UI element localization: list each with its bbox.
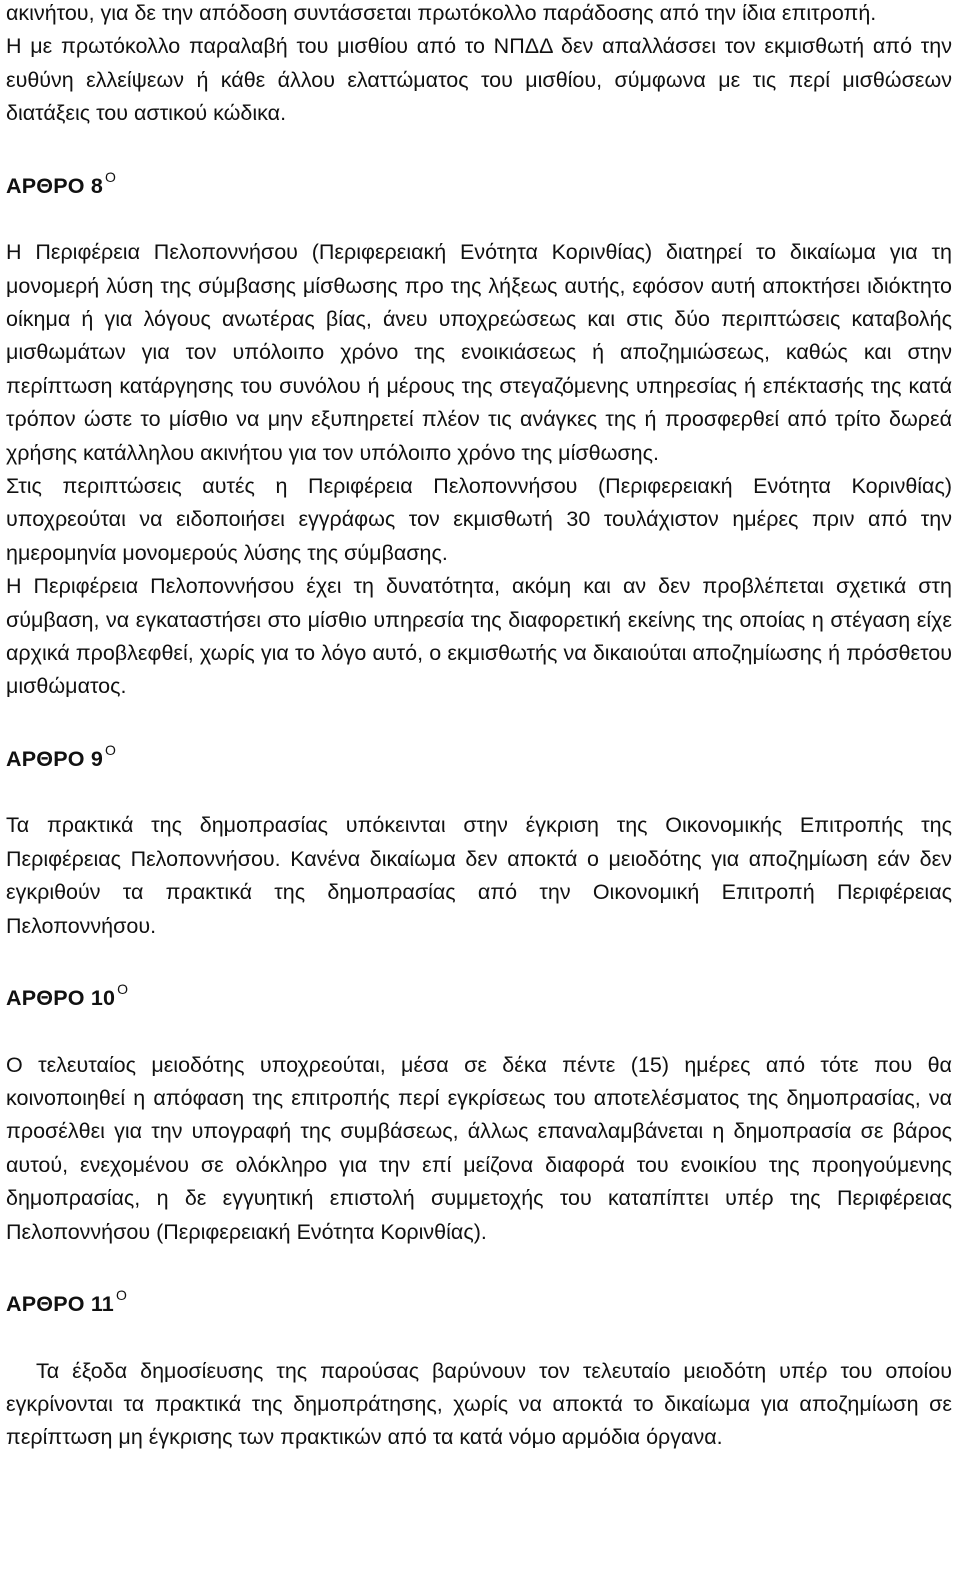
article-10-heading: [6, 976, 952, 1016]
article-11-title: ΑΡΘΡΟ 11: [6, 1292, 114, 1317]
spacer: [6, 1322, 952, 1355]
article-9-title: ΑΡΘΡΟ 9: [6, 747, 103, 772]
article-8-ordinal: Ο: [105, 168, 117, 185]
article-10-paragraph-1: Ο τελευταίος μειοδότης υποχρεούται, μέσα σε δέκα πέντε (15) ημέρες από τότε που θα κοινοποιηθεί η απόφαση της επιτροπής περί εγκρίσεως του αποτελέσματος της δημοπρασίας, να προσέλθει για την υπογραφή της συμβάσεως, άλλως επαναλαμβάνεται η δημοπρασία σε βάρος αυτού, ενεχομένου σε ολόκληρο για την επί μείζονα διαφορά του ενοικίου της προηγούμενης δημοπρασίας, η δε εγγυητική επιστολή συμμετοχής του καταπίπτει υπέρ της Περιφέρειας Πελοποννήσου (Περιφερειακή Ενότητα Κορινθίας).: [6, 1052, 952, 1244]
article-8-paragraph-1: Η Περιφέρεια Πελοποννήσου (Περιφερειακή Ενότητα Κορινθίας) διατηρεί το δικαίωμα για τη μονομερή λύση της σύμβασης μίσθωσης προ της λήξεως αυτής, εφόσον αυτή αποκτήσει ιδιόκτητο οίκημα ή για λόγους ανωτέρας βίας, άνευ υποχρεώσεως και στις δύο περιπτώσεις καταβολής μισθωμάτων για τον υπόλοιπο χρόνο της ενοικιάσεως ή αποζημιώσεως, καθώς και στην περίπτωση κατάργησης του συνόλου ή μέρους της στεγαζόμενης υπηρεσίας ή επέκτασής της κατά τρόπον ώστε το μίσθιο να μην εξυπηρετεί πλέον τις ανάγκες της ή προσφερθεί από τρίτο δωρεά χρήσης κατάλληλου ακινήτου για τον υπόλοιπο χρόνο της μίσθωσης.: [6, 240, 952, 465]
article-11-heading: [6, 1282, 952, 1322]
spacer: [6, 1016, 952, 1049]
article-8-title: ΑΡΘΡΟ 8: [6, 173, 103, 198]
article-10-title: ΑΡΘΡΟ 10: [6, 986, 116, 1011]
article-9-heading: [6, 737, 952, 777]
intro-paragraph-2: Η με πρωτόκολλο παραλαβή του μισθίου από το ΝΠΔΔ δεν απαλλάσσει τον εκμισθωτή από την ευθύνη ελλείψεων ή κάθε άλλου ελαττώματος του μισθίου, σύμφωνα με τις περί μισθώσεων διατάξεις του αστικού κώδικα.: [6, 34, 952, 126]
article-8-paragraph-3: Η Περιφέρεια Πελοποννήσου έχει τη δυνατότητα, ακόμη και αν δεν προβλέπεται σχετικά στη σύμβαση, να εγκαταστήσει στο μίσθιο υπηρεσία της διαφορετική εκείνης της οποίας η στέγαση είχε αρχικά προβλεφθεί, χωρίς για το λόγο αυτό, ο εκμισθωτής να δικαιούται αποζημίωσης ή πρόσθετου μισθώματος.: [6, 574, 952, 699]
article-9-ordinal: Ο: [105, 741, 117, 758]
spacer: [6, 203, 952, 236]
article-8-paragraph-2: Στις περιπτώσεις αυτές η Περιφέρεια Πελοποννήσου (Περιφερειακή Ενότητα Κορινθίας) υποχρεούται να ειδοποιήσει εγγράφως τον εκμισθωτή 30 τουλάχιστον ημέρες πριν από την ημερομηνία μονομερούς λύσης της σύμβασης.: [6, 474, 952, 565]
article-10-ordinal: Ο: [117, 981, 129, 998]
spacer: [6, 1249, 952, 1282]
spacer: [6, 943, 952, 976]
spacer: [6, 704, 952, 737]
intro-section: [6, 0, 952, 131]
spacer: [6, 131, 952, 164]
article-11-paragraph-1: Τα έξοδα δημοσίευσης της παρούσας βαρύνουν τον τελευταίο μειοδότη υπέρ του οποίου εγκρίνονται τα πρακτικά της δημοπράτησης, χωρίς να αποκτά το δικαίωμα για αποζημίωση σε περίπτωση μη έγκρισης των πρακτικών από τα κατά νόμο αρμόδια όργανα.: [6, 1358, 952, 1450]
spacer: [6, 776, 952, 809]
article-11-ordinal: Ο: [115, 1287, 128, 1304]
article-8-heading: [6, 164, 952, 204]
intro-paragraph-1: ακινήτου, για δε την απόδοση συντάσσεται πρωτόκολλο παράδοσης από την ίδια επιτροπή.: [6, 1, 877, 25]
article-9-paragraph-1: Τα πρακτικά της δημοπρασίας υπόκεινται στην έγκριση της Οικονομικής Επιτροπής της Περιφέρειας Πελοποννήσου. Κανένα δικαίωμα δεν αποκτά ο μειοδότης για αποζημίωση εάν δεν εγκριθούν τα πρακτικά της δημοπρασίας από την Οικονομική Επιτροπή Περιφέρειας Πελοποννήσου.: [6, 813, 952, 938]
